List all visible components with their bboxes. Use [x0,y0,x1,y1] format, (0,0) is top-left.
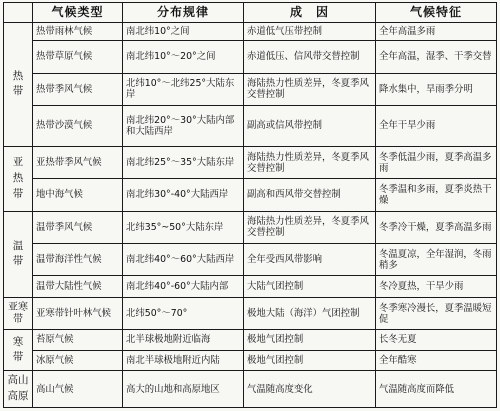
zone-label [4,371,33,408]
header-features: 气候特征 [376,3,497,23]
cause-cell: 海陆热力性质差异，冬夏季风交替控制 [244,211,376,243]
zone-label-part: 高山 [7,374,29,387]
climate-type-cell: 热带草原气候 [33,41,123,73]
feature-cell: 长冬无夏 [376,330,497,350]
zone-label-part: 热 [12,69,24,82]
header-climate-type: 气候类型 [33,3,123,23]
feature-cell: 降水集中，旱雨季分明 [376,73,497,105]
zone-label [4,146,33,211]
distribution-cell: 南北纬20°～30°大陆内部和大陆西岸 [123,106,244,147]
table-row [4,41,497,73]
zone-label-part: 带 [12,255,24,268]
zone-label [4,297,33,329]
table-row [4,276,497,298]
table-row [4,179,497,211]
feature-cell: 全年高温，湿季、干季交替 [376,41,497,73]
distribution-cell: 北纬35°~50°大陆东岸 [123,211,244,243]
feature-cell: 冬温夏凉，全年湿润，冬雨稍多 [376,244,497,276]
cause-cell: 极地大陆（海洋）气团控制 [244,297,376,329]
cause-cell: 赤道低压、信风带交替控制 [244,41,376,73]
table-row [4,106,497,147]
distribution-cell: 南北半球极地附近内陆 [123,350,244,370]
distribution-cell: 北纬50°～70° [123,297,244,329]
zone-label [4,330,33,371]
zone-label-part: 带 [12,351,24,364]
climate-type-cell: 冰原气候 [33,350,123,370]
header-distribution: 分布规律 [123,3,244,23]
climate-type-cell: 地中海气候 [33,179,123,211]
table-row [4,244,497,276]
cause-cell: 赤道低气压带控制 [244,23,376,41]
table-row [4,73,497,105]
cause-cell: 海陆热力性质差异，冬夏季风交替控制 [244,146,376,178]
cause-cell: 大陆气团控制 [244,276,376,298]
climate-type-cell: 高山气候 [33,371,123,408]
distribution-cell: 南北纬10°之间 [123,23,244,41]
zone-label-part: 带 [12,85,24,98]
table-row [4,23,497,41]
climate-type-cell: 温带大陆性气候 [33,276,123,298]
table-row [4,371,497,408]
distribution-cell: 南北纬40°～60°大陆西岸 [123,244,244,276]
climate-type-cell: 热带雨林气候 [33,23,123,41]
distribution-cell: 南北纬40°-60°大陆内部 [123,276,244,298]
climate-type-cell: 温带季风气候 [33,211,123,243]
zone-label-part: 亚 [12,156,24,169]
table-row [4,330,497,350]
cause-cell: 海陆热力性质差异，冬夏季风交替控制 [244,73,376,105]
feature-cell: 全年酷寒 [376,350,497,370]
feature-cell: 全年高温多雨 [376,23,497,41]
cause-cell: 副高或信风带控制 [244,106,376,147]
table-row [4,211,497,243]
distribution-cell: 北纬10°～北纬25°大陆东岸 [123,73,244,105]
cause-cell: 副高和西风带交替控制 [244,179,376,211]
zone-label-part: 带 [12,187,24,200]
table-row [4,297,497,329]
feature-cell: 气温随高度而降低 [376,371,497,408]
feature-cell: 全年干旱少雨 [376,106,497,147]
climate-type-cell: 亚热带季风气候 [33,146,123,178]
cause-cell: 极地气团控制 [244,330,376,350]
table-row [4,146,497,178]
zone-label-part: 高原 [7,390,29,403]
cause-cell: 极地气团控制 [244,350,376,370]
distribution-cell: 高大的山地和高原地区 [123,371,244,408]
climate-type-cell: 热带沙漠气候 [33,106,123,147]
climate-type-cell: 热带季风气候 [33,73,123,105]
distribution-cell: 南北纬10°～20°之间 [123,41,244,73]
table-row [4,350,497,370]
cause-cell: 气温随高度变化 [244,371,376,408]
feature-cell: 冬季寒冷漫长，夏季温暖短促 [376,297,497,329]
zone-label [4,23,33,147]
header-zone [4,3,33,23]
zone-label-part: 寒 [12,335,24,348]
climate-type-cell: 亚寒带针叶林气候 [33,297,123,329]
header-cause: 成 因 [244,3,376,23]
feature-cell: 冬冷夏热，干旱少雨 [376,276,497,298]
feature-cell: 冬季冷干燥，夏季高温多雨 [376,211,497,243]
distribution-cell: 南北纬25°～35°大陆东岸 [123,146,244,178]
zone-label [4,211,33,297]
zone-label-part: 亚寒带 [8,301,28,325]
climate-type-cell: 苔原气候 [33,330,123,350]
distribution-cell: 南北纬30°-40°大陆西岸 [123,179,244,211]
climate-types-table [3,2,497,408]
feature-cell: 冬季低温少雨，夏季高温多雨 [376,146,497,178]
zone-label-part: 热 [12,171,24,184]
climate-type-cell: 温带海洋性气候 [33,244,123,276]
feature-cell: 冬季温和多雨，夏季炎热干燥 [376,179,497,211]
distribution-cell: 北半球极地附近临海 [123,330,244,350]
cause-cell: 全年受西风带影响 [244,244,376,276]
header-row [4,3,497,23]
zone-label-part: 温 [12,239,24,252]
